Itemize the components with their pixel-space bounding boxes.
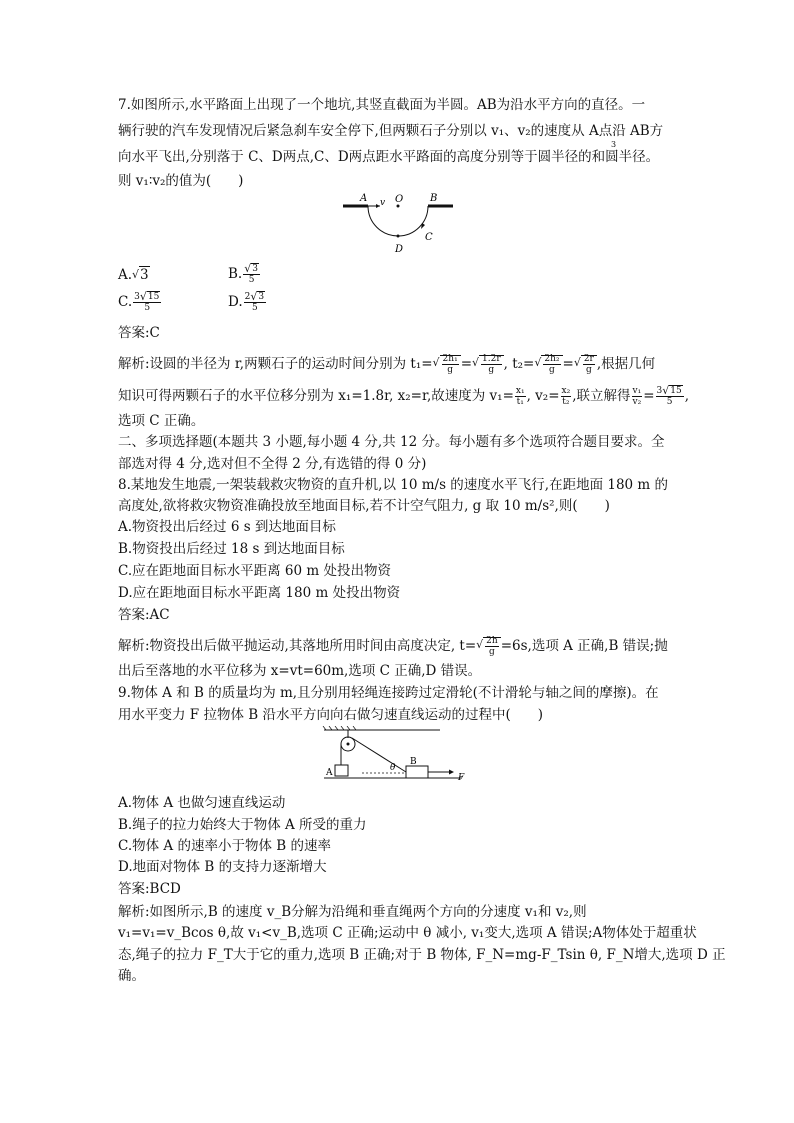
- q9-ceiling-hatch: [323, 726, 356, 730]
- q7-option-c-fraction: $\frac{3√ 15}{5}$: [133, 292, 161, 313]
- q9-label-b: B: [410, 757, 417, 767]
- q9-explanation-4: 确。: [118, 968, 145, 984]
- q7-line-4: 则 v₁∶v₂的值为( ): [118, 173, 244, 189]
- q9-line-2: 用水平变力 F 拉物体 B 沿水平方向向右做匀速直线运动的过程中( ): [118, 707, 543, 723]
- q7-option-d-prefix: D.: [228, 294, 243, 310]
- section2-line-1: 二、多项选择题(本题共 3 小题,每小题 4 分,共 12 分。每小题有多个选项符合题目要求。全: [118, 434, 665, 450]
- q9-option-b: B.绳子的拉力始终大于物体 A 所受的重力: [118, 817, 367, 833]
- q7-label-b: B: [430, 193, 438, 204]
- q7-option-a-prefix: A.: [118, 267, 133, 283]
- q7-option-a: [118, 266, 150, 284]
- q7-option-b-fraction: √ $\frac{3}{5}$: [243, 264, 260, 285]
- q8-line-1: 8.某地发生地震,一架装载救灾物资的直升机,以 10 m/s 的速度水平飞行,在距地面 180 m 的: [118, 477, 669, 493]
- q8-explanation-1: 解析:物资投出后做平抛运动,其落地所用时间由高度决定, t= √ $\frac{2h}{g}$ =6s,选项 A 正确,B 错误;抛: [118, 636, 668, 657]
- q8-option-a: A.物资投出后经过 6 s 到达地面目标: [118, 519, 336, 535]
- q7-answer: 答案:C: [118, 325, 160, 341]
- q7-pit-arc: [368, 206, 428, 236]
- q9-option-a: A.物体 A 也做匀速直线运动: [118, 795, 286, 811]
- q9-answer: 答案:BCD: [118, 881, 181, 897]
- q9-force-arrowhead: [449, 770, 454, 775]
- q7-point-d: [397, 235, 400, 238]
- q9-option-c: C.物体 A 的速率小于物体 B 的速率: [118, 838, 331, 854]
- q7-option-c-prefix: C.: [118, 294, 133, 310]
- q9-line-1: 9.物体 A 和 B 的质量均为 m,且分别用轻绳连接跨过定滑轮(不计滑轮与轴之间的摩擦)。在: [118, 685, 659, 701]
- q7-option-d: [228, 292, 267, 313]
- q9-explanation-3: 态,绳子的拉力 F_T大于它的重力,选项 B 正确;对于 B 物体, F_N=mg-F_Tsin θ, F_N增大,选项 D 正: [118, 947, 726, 963]
- q9-rope-slanted: [352, 738, 406, 772]
- q9-explanation-2: v₁=v₁=v_Bcos θ,故 v₁<v_B,选项 C 正确;运动中 θ 减小, v₁变大,选项 A 错误;A物体处于超重状: [118, 925, 697, 941]
- q9-block-a: [335, 765, 348, 776]
- q8-option-c: C.应在距地面目标水平距离 60 m 处投出物资: [118, 563, 391, 579]
- q7-explanation-1: 解析:设圆的半径为 r,两颗石子的运动时间分别为 t₁= √ $\frac{\text{2h₁}}{g}$ = √ $\frac{1.2r}{g}$ , t₂= √ $\frac{\text{2h₂}}{g}$ = √ $\frac{2r}{g}$ ,根据几何: [118, 354, 655, 375]
- q7-explanation-2: 知识可得两颗石子的水平位移分别为 x₁=1.8r, x₂=r,故速度为 v₁= $\frac{\text{x₁}}{\text{t₁}}$ , v₂= $\frac{\text{x₂}}{\text{t₂}}$ ,联立解得 $\frac{\text{v₁}}{\text{v₂}}$ = $\frac{3√ 15}{5}$ ,: [118, 386, 689, 407]
- q8-explanation-2: 出后至落地的水平位移为 x=vt=60m,选项 C 正确,D 错误。: [118, 663, 482, 679]
- q7-option-a-sqrt: √ 3: [132, 266, 150, 284]
- q8-option-b: B.物资投出后经过 18 s 到达地面目标: [118, 541, 345, 557]
- q7-line-3: [118, 148, 659, 166]
- q9-pulley-figure: [322, 726, 478, 788]
- q8-answer: 答案:AC: [118, 607, 170, 623]
- q7-option-b-prefix: B.: [228, 266, 243, 282]
- q9-pulley-axle: [347, 743, 350, 746]
- q7-label-o: O: [395, 194, 404, 205]
- q7-line-3-sup: 3: [611, 140, 617, 149]
- q7-line-1: 7.如图所示,水平路面上出现了一个地坑,其竖直截面为半圆。AB为沿水平方向的直径。一: [118, 97, 646, 113]
- q7-label-a: A: [360, 193, 368, 204]
- q7-option-c: [118, 292, 162, 313]
- q7-line-3-text: 向水平飞出,分别落于 C、D两点,C、D两点距水平路面的高度分别等于圆半径的和圆半径。: [118, 149, 660, 165]
- q8-option-d: D.应在距地面目标水平距离 180 m 处投出物资: [118, 585, 401, 601]
- q7-label-d: D: [395, 244, 404, 255]
- section2-line-2: 部选对得 4 分,选对但不全得 2 分,有选错的得 0 分): [118, 456, 427, 472]
- q7-explanation-3: 选项 C 正确。: [118, 413, 205, 429]
- q7-option-d-fraction: $\frac{2√ 3}{5}$: [244, 292, 266, 313]
- q7-option-b: [228, 264, 261, 285]
- q7-semicircle-figure: [338, 192, 458, 258]
- q9-label-a: A: [326, 768, 333, 778]
- q9-label-f: F: [458, 773, 465, 783]
- q9-label-theta: θ: [390, 763, 396, 773]
- q9-explanation-1: 解析:如图所示,B 的速度 v_B分解为沿绳和垂直绳两个方向的分速度 v₁和 v₂,则: [118, 904, 587, 920]
- q7-line-2: 辆行驶的汽车发现情况后紧急刹车安全停下,但两颗石子分别以 v₁、v₂的速度从 A点沿 AB方: [118, 123, 664, 139]
- q7-label-c: C: [425, 232, 433, 243]
- q7-label-v: v: [380, 198, 386, 208]
- q9-block-b: [406, 766, 428, 778]
- q9-option-d: D.地面对物体 B 的支持力逐渐增大: [118, 859, 327, 875]
- q8-line-2: 高度处,欲将救灾物资准确投放至地面目标,若不计空气阻力, g 取 10 m/s²,则( ): [118, 498, 610, 514]
